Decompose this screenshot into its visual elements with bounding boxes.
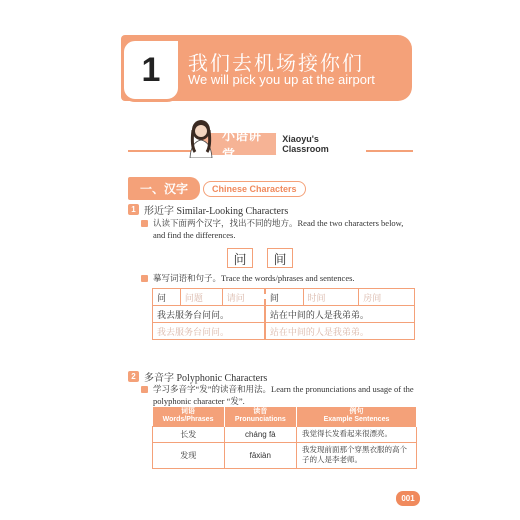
lesson-number: 1: [141, 50, 161, 89]
table-row: [153, 306, 415, 323]
table-row: [153, 442, 417, 468]
trace-cell: 问题: [180, 289, 222, 306]
classroom-banner: [200, 129, 366, 163]
part1-instruction1: 认读下面两个汉字，找出不同的地方。Read the two characters below, and find the differences.: [141, 217, 416, 242]
classroom-title-zh: 小语讲堂: [222, 129, 262, 163]
table-row: [153, 323, 415, 340]
section-title-zh: 一、汉字: [128, 177, 200, 200]
pinyin-cell: fāxiàn: [224, 442, 296, 468]
example-cell: 我发现前面那个穿黑衣服的高个子的人是李老师。: [297, 442, 417, 468]
char-b: 间: [267, 248, 293, 268]
trace-cell: 请问: [222, 289, 265, 306]
trace-cell: 间: [265, 289, 303, 306]
header-words: 词语 Words/Phrases: [153, 407, 225, 426]
part2-heading: [128, 369, 267, 384]
lesson-title-en: We will pick you up at the airport: [188, 72, 375, 87]
part2-instruction: 学习多音字“发”的读音和用法。Learn the pronunciations and usage of the polyphonic character “发”.: [141, 383, 416, 408]
trace-cell: 我去服务台问问。: [153, 306, 265, 323]
polyphonic-table: [152, 407, 417, 469]
trace-cell: 问: [153, 289, 181, 306]
char-compare: [0, 248, 520, 268]
section-heading: [128, 177, 306, 200]
trace-table: [152, 288, 415, 340]
trace-cell: 时间: [303, 289, 359, 306]
table-header-row: [153, 407, 417, 426]
lesson-title-zh: 我们去机场接你们: [188, 51, 364, 75]
part1-title: 形近字 Similar-Looking Characters: [144, 206, 289, 217]
header-examples: 例句 Example Sentences: [297, 407, 417, 426]
lesson-number-box: [121, 38, 181, 102]
trace-cell: 我去服务台问问。: [153, 323, 265, 340]
part2-number: 2: [128, 371, 139, 382]
example-cell: 我觉得长发看起来很漂亮。: [297, 426, 417, 442]
word-cell: 发现: [153, 442, 225, 468]
page-number: 001: [396, 491, 420, 506]
trace-cell: 房间: [359, 289, 415, 306]
teacher-avatar-icon: [185, 118, 217, 158]
char-a: 问: [227, 248, 253, 268]
part1-heading: [128, 202, 288, 217]
word-cell: 长发: [153, 426, 225, 442]
pinyin-cell: cháng fà: [224, 426, 296, 442]
classroom-title-en: Xiaoyu's Classroom: [276, 132, 366, 156]
part1-instruction2: 摹写词语和句子。Trace the words/phrases and sentences.: [141, 272, 416, 284]
part1-number: 1: [128, 204, 139, 215]
header-pronunciations: 读音 Pronunciations: [224, 407, 296, 426]
table-row: [153, 426, 417, 442]
table-row: [153, 289, 415, 306]
trace-cell: 站在中间的人是我弟弟。: [265, 306, 415, 323]
section-title-en: Chinese Characters: [203, 181, 306, 197]
trace-cell: 站在中间的人是我弟弟。: [265, 323, 415, 340]
part2-title: 多音字 Polyphonic Characters: [144, 373, 268, 384]
